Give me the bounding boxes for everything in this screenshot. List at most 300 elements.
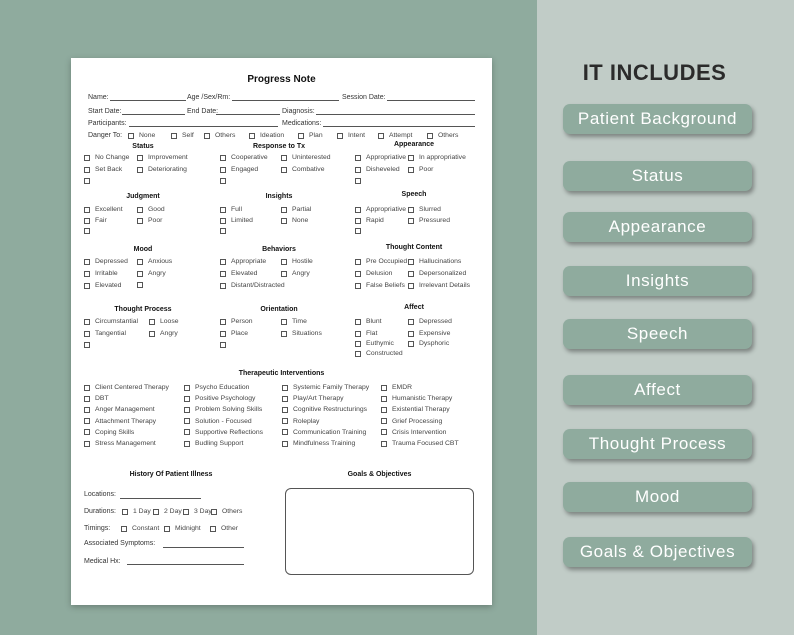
checkbox[interactable] [211,509,217,515]
insights-option-full[interactable] [220,206,242,213]
status-option-set-back[interactable] [84,166,122,173]
speech-option-blank[interactable] [355,228,366,234]
option-label: Flat [366,330,378,337]
checkbox[interactable] [408,341,414,347]
checkbox[interactable] [408,319,414,325]
option-label: 1 Day [133,508,151,515]
danger-option-plan[interactable] [298,132,323,139]
checkbox[interactable] [381,385,387,391]
checkbox[interactable] [282,396,288,402]
danger-option-others[interactable] [204,132,235,139]
age-sex-rm-field[interactable] [232,100,339,101]
checkbox[interactable] [122,509,128,515]
checkbox[interactable] [184,385,190,391]
option-label: Systemic Family Therapy [293,384,370,391]
therapy-option-emdr[interactable] [381,384,412,391]
checkbox[interactable] [355,218,361,224]
checkbox[interactable] [408,218,414,224]
checkbox[interactable] [381,441,387,447]
checkbox[interactable] [220,342,226,348]
option-label: Constructed [366,350,403,357]
status-option-deteriorating[interactable] [137,166,187,173]
status-option-blank[interactable] [84,178,95,184]
checkbox[interactable] [137,271,143,277]
option-label: Appropriate [231,258,267,265]
judgment-option-poor[interactable] [137,217,162,224]
timings-label: Timings: [84,525,111,532]
page-title: Progress Note [247,74,316,85]
orientation-option-time[interactable] [281,318,307,325]
checkbox[interactable] [381,396,387,402]
checkbox[interactable] [408,283,414,289]
checkbox[interactable] [137,282,143,288]
option-label: Midnight [175,525,201,532]
checkbox[interactable] [184,441,190,447]
checkbox[interactable] [282,418,288,424]
includes-item-insights: Insights [563,266,752,296]
option-label: Plan [309,132,323,139]
danger-option-intent[interactable] [337,132,365,139]
checkbox[interactable] [355,283,361,289]
mood-option-depressed[interactable] [84,258,128,265]
checkbox[interactable] [408,207,414,213]
option-label: EMDR [392,384,413,391]
mood-title: Mood [133,246,153,253]
option-label: Irritable [95,270,118,277]
includes-item-mood: Mood [563,482,752,512]
option-label: Intent [348,132,366,139]
therapy-option-existential-therapy[interactable] [381,406,450,413]
checkbox[interactable] [282,385,288,391]
checkbox[interactable] [355,271,361,277]
appearance-option-blank[interactable] [355,178,366,184]
checkbox[interactable] [149,331,155,337]
speech-option-appropriative[interactable] [355,206,406,213]
checkbox[interactable] [149,319,155,325]
duration-option-2-day[interactable] [153,508,182,515]
option-label: Others [222,508,243,515]
therapy-option-psycho-education[interactable] [184,384,249,391]
therapy-option-solution-focused[interactable] [184,418,252,425]
checkbox[interactable] [171,133,177,139]
thought-content-option-delusion[interactable] [355,270,392,277]
affect-option-euthymic[interactable] [355,340,394,347]
checkbox[interactable] [220,319,226,325]
option-label: Combative [292,166,325,173]
option-label: Mindfulness Training [293,440,356,447]
age-sex-rm-label: Age /Sex/Rm: [187,94,231,101]
checkbox[interactable] [281,331,287,337]
option-label: Others [215,132,236,139]
affect-option-flat[interactable] [355,330,377,337]
checkbox[interactable] [220,259,226,265]
judgment-option-good[interactable] [137,206,165,213]
checkbox[interactable] [408,167,414,173]
checkbox[interactable] [337,133,343,139]
duration-option-others[interactable] [211,508,242,515]
orientation-option-person[interactable] [220,318,253,325]
mood-option-irritable[interactable] [84,270,118,277]
danger-option-attempt[interactable] [378,132,412,139]
checkbox[interactable] [204,133,210,139]
appearance-title: Appearance [393,141,435,148]
goals-textbox[interactable] [285,488,474,575]
checkbox[interactable] [184,418,190,424]
behaviors-option-elevated[interactable] [220,270,257,277]
timing-option-midnight[interactable] [164,525,201,532]
checkbox[interactable] [184,396,190,402]
checkbox[interactable] [84,178,90,184]
session-date-field[interactable] [387,100,475,101]
response-option-engaged[interactable] [220,166,258,173]
checkbox[interactable] [281,218,287,224]
speech-option-pressured[interactable] [408,217,450,224]
appearance-option-poor[interactable] [408,166,433,173]
start-date-label: Start Date: [88,108,122,115]
behaviors-option-distant-distracted[interactable] [220,282,285,289]
option-label: Place [231,330,249,337]
checkbox[interactable] [381,429,387,435]
orientation-option-situations[interactable] [281,330,322,337]
participants-field[interactable] [129,126,278,127]
checkbox[interactable] [378,133,384,139]
timing-option-other[interactable] [210,525,238,532]
checkbox[interactable] [137,167,143,173]
thought-process-option-tangential[interactable] [84,330,126,337]
checkbox[interactable] [220,218,226,224]
behaviors-option-angry[interactable] [281,270,310,277]
mood-option-angry[interactable] [137,270,166,277]
option-label: Others [438,132,459,139]
therapy-option-anger-management[interactable] [84,406,155,413]
insights-option-partial[interactable] [281,206,311,213]
name-field[interactable] [110,100,186,101]
checkbox[interactable] [183,509,189,515]
option-label: Angry [148,270,166,277]
appearance-option-appropriative[interactable] [355,154,406,161]
thought-process-title: Thought Process [114,306,172,313]
checkbox[interactable] [298,133,304,139]
checkbox[interactable] [84,331,90,337]
option-label: Supportive Reflections [195,428,264,436]
therapy-option-systemic-family-therapy[interactable] [282,384,369,391]
option-label: Person [231,318,253,325]
therapy-option-trauma-focused-cbt[interactable] [381,440,459,447]
option-label: Fair [95,217,107,224]
includes-item-affect: Affect [563,375,752,405]
danger-option-ideation[interactable] [249,132,284,139]
judgment-option-fair[interactable] [84,217,107,224]
response-option-cooperative[interactable] [220,154,268,161]
behaviors-title: Behaviors [262,246,296,253]
checkbox[interactable] [84,283,90,289]
checkbox[interactable] [128,133,134,139]
thought-process-option-angry[interactable] [149,330,178,337]
checkbox[interactable] [84,271,90,277]
checkbox[interactable] [381,407,387,413]
therapeutic-title: Therapeutic Interventions [238,370,325,377]
checkbox[interactable] [84,342,90,348]
checkbox[interactable] [381,418,387,424]
option-label: Attachment Therapy [95,417,157,425]
checkbox[interactable] [84,207,90,213]
checkbox[interactable] [220,155,226,161]
checkbox[interactable] [137,218,143,224]
thought-process-option-blank[interactable] [84,342,95,348]
checkbox[interactable] [121,526,127,532]
response-option-uninterested[interactable] [281,154,331,161]
option-label: Stress Management [95,440,156,447]
option-label: Partial [292,206,312,213]
checkbox[interactable] [408,271,414,277]
checkbox[interactable] [220,271,226,277]
checkbox[interactable] [355,167,361,173]
option-label: Crisis Intervention [392,428,447,436]
option-label: Distant/Distracted [231,282,285,289]
therapy-option-humanistic-therapy[interactable] [381,395,452,402]
timing-option-constant[interactable] [121,525,159,532]
option-label: None [139,132,156,139]
response-option-blank[interactable] [220,178,231,184]
checkbox[interactable] [355,207,361,213]
locations-field[interactable] [120,498,201,499]
checkbox[interactable] [355,351,361,357]
checkbox[interactable] [355,259,361,265]
checkbox[interactable] [220,167,226,173]
therapy-option-supportive-reflections[interactable] [184,429,263,436]
medications-field[interactable] [323,126,475,127]
mood-option-elevated[interactable] [84,282,121,289]
checkbox[interactable] [355,178,361,184]
status-option-no-change[interactable] [84,154,129,161]
option-label: Set Back [95,166,123,173]
duration-option-1-day[interactable] [122,508,151,515]
insights-option-limited[interactable] [220,217,253,224]
affect-option-depressed[interactable] [408,318,452,325]
judgment-option-blank[interactable] [84,228,95,234]
checkbox[interactable] [164,526,170,532]
checkbox[interactable] [84,407,90,413]
checkbox[interactable] [282,429,288,435]
therapy-option-communication-training[interactable] [282,429,366,436]
checkbox[interactable] [84,228,90,234]
option-label: Good [148,206,165,213]
affect-option-constructed[interactable] [355,350,403,357]
end-date-label: End Date: [187,108,219,115]
option-label: Tangential [95,330,126,337]
checkbox[interactable] [153,509,159,515]
checkbox[interactable] [427,133,433,139]
checkbox[interactable] [184,429,190,435]
orientation-option-blank[interactable] [220,342,231,348]
checkbox[interactable] [282,407,288,413]
option-label: In appropriative [419,154,466,161]
mood-option-anxious[interactable] [137,258,172,265]
status-option-improvement[interactable] [137,154,188,161]
status-title: Status [132,143,154,150]
checkbox[interactable] [84,385,90,391]
mood-option-blank[interactable] [137,282,148,288]
checkbox[interactable] [220,283,226,289]
option-label: Solution - Focused [195,417,252,425]
option-label: Other [221,525,238,532]
session-date-label: Session Date: [342,94,386,101]
option-label: Attempt [389,132,413,139]
includes-item-goals-objectives: Goals & Objectives [563,537,752,567]
checkbox[interactable] [282,441,288,447]
checkbox[interactable] [220,178,226,184]
insights-option-none[interactable] [281,217,308,224]
option-label: Pre Occupied [366,258,408,265]
thought-content-option-pre-occupied[interactable] [355,258,407,265]
checkbox[interactable] [355,155,361,161]
start-date-field[interactable] [122,114,185,115]
checkbox[interactable] [355,341,361,347]
option-label: Anger Management [95,406,155,414]
affect-option-dysphoric[interactable] [408,340,449,347]
checkbox[interactable] [355,331,361,337]
end-date-field[interactable] [216,114,280,115]
therapy-option-cognitive-restructurings[interactable] [282,406,367,413]
therapy-option-grief-processing[interactable] [381,418,442,425]
therapy-option-mindfulness-training[interactable] [282,440,355,447]
checkbox[interactable] [408,155,414,161]
checkbox[interactable] [281,207,287,213]
option-label: Slurred [419,206,441,213]
option-label: Engaged [231,166,259,173]
includes-item-status: Status [563,161,752,191]
danger-option-none[interactable] [128,132,155,139]
option-label: None [292,217,309,224]
checkbox[interactable] [84,418,90,424]
speech-title: Speech [401,191,427,198]
checkbox[interactable] [84,259,90,265]
response-option-combative[interactable] [281,166,325,173]
speech-option-slurred[interactable] [408,206,441,213]
therapy-option-problem-solving-skills[interactable] [184,406,262,413]
option-label: Angry [160,330,178,337]
thought-process-option-loose[interactable] [149,318,179,325]
therapy-option-attachment-therapy[interactable] [84,418,156,425]
appearance-option-disheveled[interactable] [355,166,400,173]
option-label: Appropriative [366,154,407,161]
checkbox[interactable] [408,331,414,337]
option-label: Roleplay [293,417,320,425]
option-label: Time [292,318,307,325]
option-label: Elevated [95,282,122,289]
checkbox[interactable] [281,259,287,265]
danger-option-self[interactable] [171,132,194,139]
checkbox[interactable] [220,331,226,337]
therapy-option-coping-skills[interactable] [84,429,134,436]
thought-content-option-false-beliefs[interactable] [355,282,405,289]
checkbox[interactable] [281,155,287,161]
checkbox[interactable] [84,319,90,325]
therapy-option-budling-support[interactable] [184,440,243,447]
judgment-option-excellent[interactable] [84,206,123,213]
therapy-option-play-art-therapy[interactable] [282,395,344,402]
checkbox[interactable] [220,228,226,234]
thought-content-option-irrelevant-details[interactable] [408,282,470,289]
checkbox[interactable] [84,155,90,161]
checkbox[interactable] [84,441,90,447]
checkbox[interactable] [220,207,226,213]
therapy-option-dbt[interactable] [84,395,109,402]
option-label: Euthymic [366,340,394,347]
option-label: Appropriative [366,206,407,213]
orientation-option-place[interactable] [220,330,248,337]
therapy-option-stress-management[interactable] [84,440,156,447]
includes-item-speech: Speech [563,319,752,349]
thought-content-option-depersonalized[interactable] [408,270,466,277]
checkbox[interactable] [184,407,190,413]
affect-option-expensive[interactable] [408,330,450,337]
behaviors-option-appropriate[interactable] [220,258,266,265]
therapy-option-crisis-intervention[interactable] [381,429,446,436]
option-label: Depressed [419,318,452,325]
thought-content-title: Thought Content [385,244,443,251]
checkbox[interactable] [355,319,361,325]
option-label: Humanistic Therapy [392,395,453,403]
option-label: Full [231,206,242,213]
thought-process-option-circumstantial[interactable] [84,318,138,325]
option-label: Loose [160,318,179,325]
checkbox[interactable] [84,396,90,402]
therapy-option-client-centered-therapy[interactable] [84,384,169,391]
option-label: Cognitive Restructurings [293,406,368,414]
behaviors-option-hostile[interactable] [281,258,313,265]
checkbox[interactable] [408,259,414,265]
name-label: Name: [88,94,109,101]
option-label: Circumstantial [95,318,139,325]
therapy-option-positive-psychology[interactable] [184,395,255,402]
checkbox[interactable] [84,218,90,224]
orientation-title: Orientation [260,306,298,313]
checkbox[interactable] [249,133,255,139]
judgment-title: Judgment [126,193,160,200]
option-label: 3 Day [194,508,212,515]
speech-option-rapid[interactable] [355,217,384,224]
checkbox[interactable] [281,319,287,325]
duration-option-3-day[interactable] [183,508,212,515]
appearance-option-in-appropriative[interactable] [408,154,466,161]
insights-option-blank[interactable] [220,228,231,234]
checkbox[interactable] [84,167,90,173]
option-label: Depersonalized [419,270,467,277]
option-label: Disheveled [366,166,400,173]
checkbox[interactable] [210,526,216,532]
option-label: Depressed [95,258,128,265]
affect-option-blunt[interactable] [355,318,382,325]
checkbox[interactable] [355,228,361,234]
checkbox[interactable] [137,155,143,161]
diagnosis-field[interactable] [316,114,475,115]
checkbox[interactable] [281,271,287,277]
associated-symptoms-field[interactable] [163,547,244,548]
checkbox[interactable] [281,167,287,173]
option-label: Angry [292,270,310,277]
therapy-option-roleplay[interactable] [282,418,319,425]
checkbox[interactable] [137,207,143,213]
medical-hx-field[interactable] [127,564,244,565]
thought-content-option-hallucinations[interactable] [408,258,461,265]
option-label: Rapid [366,217,384,224]
checkbox[interactable] [137,259,143,265]
option-label: Problem Solving Skills [195,406,263,414]
checkbox[interactable] [84,429,90,435]
insights-title: Insights [265,193,293,200]
danger-option-others[interactable] [427,132,458,139]
